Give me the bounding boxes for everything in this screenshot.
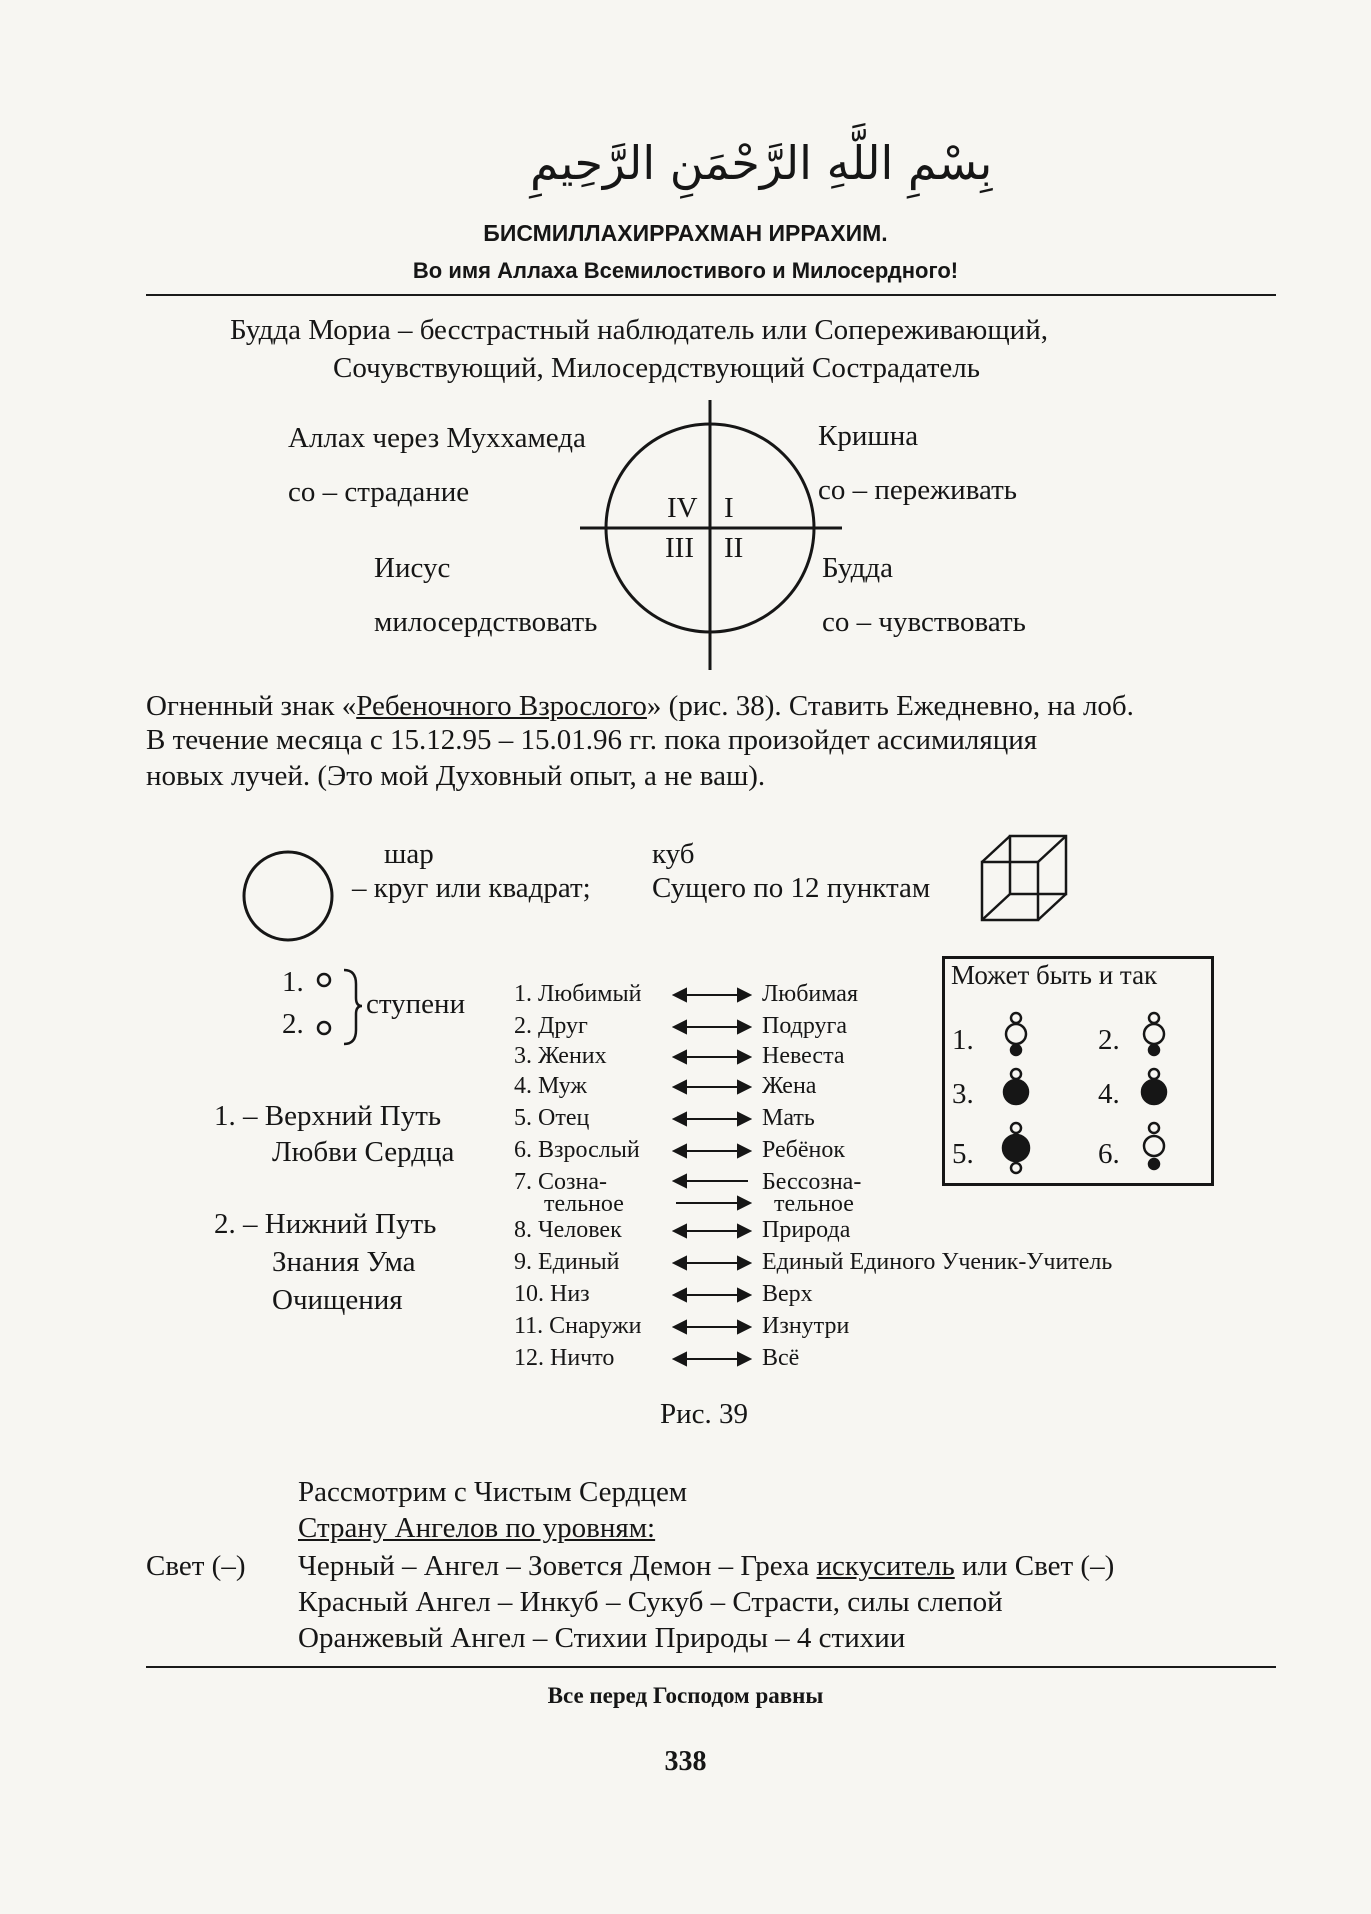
quadrant-label-iii: III <box>665 532 694 564</box>
pair-arrow-10-icon <box>672 1285 752 1305</box>
top-rule <box>146 294 1276 296</box>
intro-line-2: Сочувствующий, Милосердствующий Сострадатель <box>333 352 980 384</box>
sign-line-2: В течение месяца с 15.12.95 – 15.01.96 гг. пока произойдет ассимиляция <box>146 724 1038 756</box>
quadrant-circle-diagram <box>560 400 860 690</box>
cube-icon <box>978 830 1072 926</box>
pair-arrow-11-icon <box>672 1317 752 1337</box>
diagram-bottom-left-sub: милосердствовать <box>374 606 598 638</box>
diagram-bottom-right: Будда <box>822 552 893 584</box>
variant-1-symbol-icon <box>1006 1013 1026 1055</box>
pair-left-11: 11. Снаружи <box>514 1313 642 1339</box>
step-2-number: 2. <box>282 1008 304 1040</box>
header-subtitle: Во имя Аллаха Всемилостивого и Милосердного! <box>412 258 959 283</box>
pair-left-2: 2. Друг <box>514 1013 588 1039</box>
pair-left-9: 9. Единый <box>514 1249 620 1275</box>
page-number: 338 <box>664 1746 707 1777</box>
diagram-top-left-sub: со – страдание <box>288 476 470 508</box>
pair-left-7: 7. Созна- <box>514 1169 607 1195</box>
angels-line-2: Страну Ангелов по уровням: <box>298 1512 656 1544</box>
quadrant-label-i: I <box>724 492 734 524</box>
sphere-label: шар <box>384 838 434 870</box>
variant-5-number: 5. <box>952 1138 974 1170</box>
lower-path-line-1: 2. – Нижний Путь <box>214 1208 437 1240</box>
diagram-top-right: Кришна <box>818 420 919 452</box>
pair-right-3: Невеста <box>762 1043 845 1069</box>
step-1-circle-icon <box>318 974 330 986</box>
diagram-bottom-left: Иисус <box>374 552 451 584</box>
quadrant-label-ii: II <box>724 532 744 564</box>
pair-right-12: Всё <box>762 1345 800 1371</box>
pair-arrow-8-icon <box>672 1221 752 1241</box>
pair-right-9: Единый Единого Ученик-Учитель <box>762 1249 1113 1275</box>
variant-2-number: 2. <box>1098 1024 1120 1056</box>
variants-box-title: Может быть и так <box>951 960 1158 990</box>
variant-3-symbol-icon <box>1004 1069 1028 1104</box>
upper-path-line-2: Любви Сердца <box>272 1136 455 1168</box>
sphere-description: – круг или квадрат; <box>352 872 591 904</box>
variant-2-symbol-icon <box>1144 1013 1164 1055</box>
pair-arrow-1-icon <box>672 985 752 1005</box>
step-2-circle-icon <box>318 1022 330 1034</box>
header-title: БИСМИЛЛАХИРРАХМАН ИРРАХИМ. <box>483 220 888 246</box>
sign-line-3: новых лучей. (Это мой Духовный опыт, а не ваш). <box>146 760 766 792</box>
upper-path-line-1: 1. – Верхний Путь <box>214 1100 442 1132</box>
pair-arrow-2-icon <box>672 1017 752 1037</box>
pair-left-5: 5. Отец <box>514 1105 590 1131</box>
angels-line-5: Оранжевый Ангел – Стихии Природы – 4 стихии <box>298 1622 906 1654</box>
pair-right-11: Изнутри <box>762 1313 850 1339</box>
angels-underlined-term: искуситель <box>816 1550 955 1582</box>
steps-label: ступени <box>366 988 466 1020</box>
quadrant-label-iv: IV <box>667 492 698 524</box>
pair-right-10: Верх <box>762 1281 813 1307</box>
pair-left-8: 8. Человек <box>514 1217 622 1243</box>
pair-right-2: Подруга <box>762 1013 848 1039</box>
pair-right-8: Природа <box>762 1217 851 1243</box>
lower-path-line-2: Знания Ума <box>272 1246 416 1278</box>
variant-symbols <box>990 1004 1190 1184</box>
pair-left-3: 3. Жених <box>514 1043 607 1069</box>
pair-arrow-5-icon <box>672 1109 752 1129</box>
pair-right-4: Жена <box>762 1073 817 1099</box>
pair-right-6: Ребёнок <box>762 1137 846 1163</box>
pair-right-7-cont: тельное <box>774 1191 854 1217</box>
variant-4-symbol-icon <box>1142 1069 1166 1104</box>
pair-left-7-cont: тельное <box>544 1191 624 1217</box>
pair-arrow-9-icon <box>672 1253 752 1273</box>
pair-left-1: 1. Любимый <box>514 981 642 1007</box>
intro-line-1: Будда Мориа – бесстрастный наблюдатель или Сопереживающий, <box>230 314 1048 346</box>
pair-arrow-6-icon <box>672 1141 752 1161</box>
cube-description: Сущего по 12 пунктам <box>652 872 931 904</box>
variant-5-symbol-icon <box>1003 1123 1029 1173</box>
step-marks-and-brace <box>312 968 364 1048</box>
sign-underlined-term: Ребеночного Взрослого <box>356 690 647 722</box>
sphere-circle-icon <box>240 848 336 944</box>
pair-right-1: Любимая <box>762 981 858 1007</box>
pair-arrow-7-icon <box>672 1173 752 1213</box>
pair-left-4: 4. Муж <box>514 1073 588 1099</box>
cube-label: куб <box>652 838 695 870</box>
pair-right-5: Мать <box>762 1105 815 1131</box>
variant-4-number: 4. <box>1098 1078 1120 1110</box>
bottom-rule <box>146 1666 1276 1668</box>
diagram-bottom-right-sub: со – чувствовать <box>822 606 1026 638</box>
variant-3-number: 3. <box>952 1078 974 1110</box>
diagram-top-left: Аллах через Муххамеда <box>288 422 586 454</box>
curly-brace-icon <box>344 970 362 1044</box>
angels-line-4: Красный Ангел – Инкуб – Сукуб – Страсти, силы слепой <box>298 1586 1003 1618</box>
variant-6-symbol-icon <box>1144 1123 1164 1169</box>
diagram-top-right-sub: со – переживать <box>818 474 1018 506</box>
angels-line-3: Черный – Ангел – Зовется Демон – Греха искуситель или Свет (–) <box>298 1550 1115 1582</box>
variant-6-number: 6. <box>1098 1138 1120 1170</box>
lower-path-line-3: Очищения <box>272 1284 403 1316</box>
sign-line-1: Огненный знак «Ребеночного Взрослого» (рис. 38). Ставить Ежедневно, на лоб. <box>146 690 1134 722</box>
pair-arrow-4-icon <box>672 1077 752 1097</box>
pair-right-7: Бессозна- <box>762 1169 862 1195</box>
figure-caption: Рис. 39 <box>660 1398 749 1430</box>
pair-arrow-12-icon <box>672 1349 752 1369</box>
arabic-calligraphy: بِسْمِ اللَّهِ الرَّحْمَنِ الرَّحِيمِ <box>530 136 993 190</box>
step-1-number: 1. <box>282 966 304 998</box>
pair-left-6: 6. Взрослый <box>514 1137 640 1163</box>
pair-left-10: 10. Низ <box>514 1281 590 1307</box>
pair-arrow-3-icon <box>672 1047 752 1067</box>
variant-1-number: 1. <box>952 1024 974 1056</box>
angels-line-1: Рассмотрим с Чистым Сердцем <box>298 1476 688 1508</box>
pair-left-12: 12. Ничто <box>514 1345 615 1371</box>
angels-left-label: Свет (–) <box>146 1550 246 1582</box>
footer-motto: Все перед Господом равны <box>547 1683 824 1708</box>
